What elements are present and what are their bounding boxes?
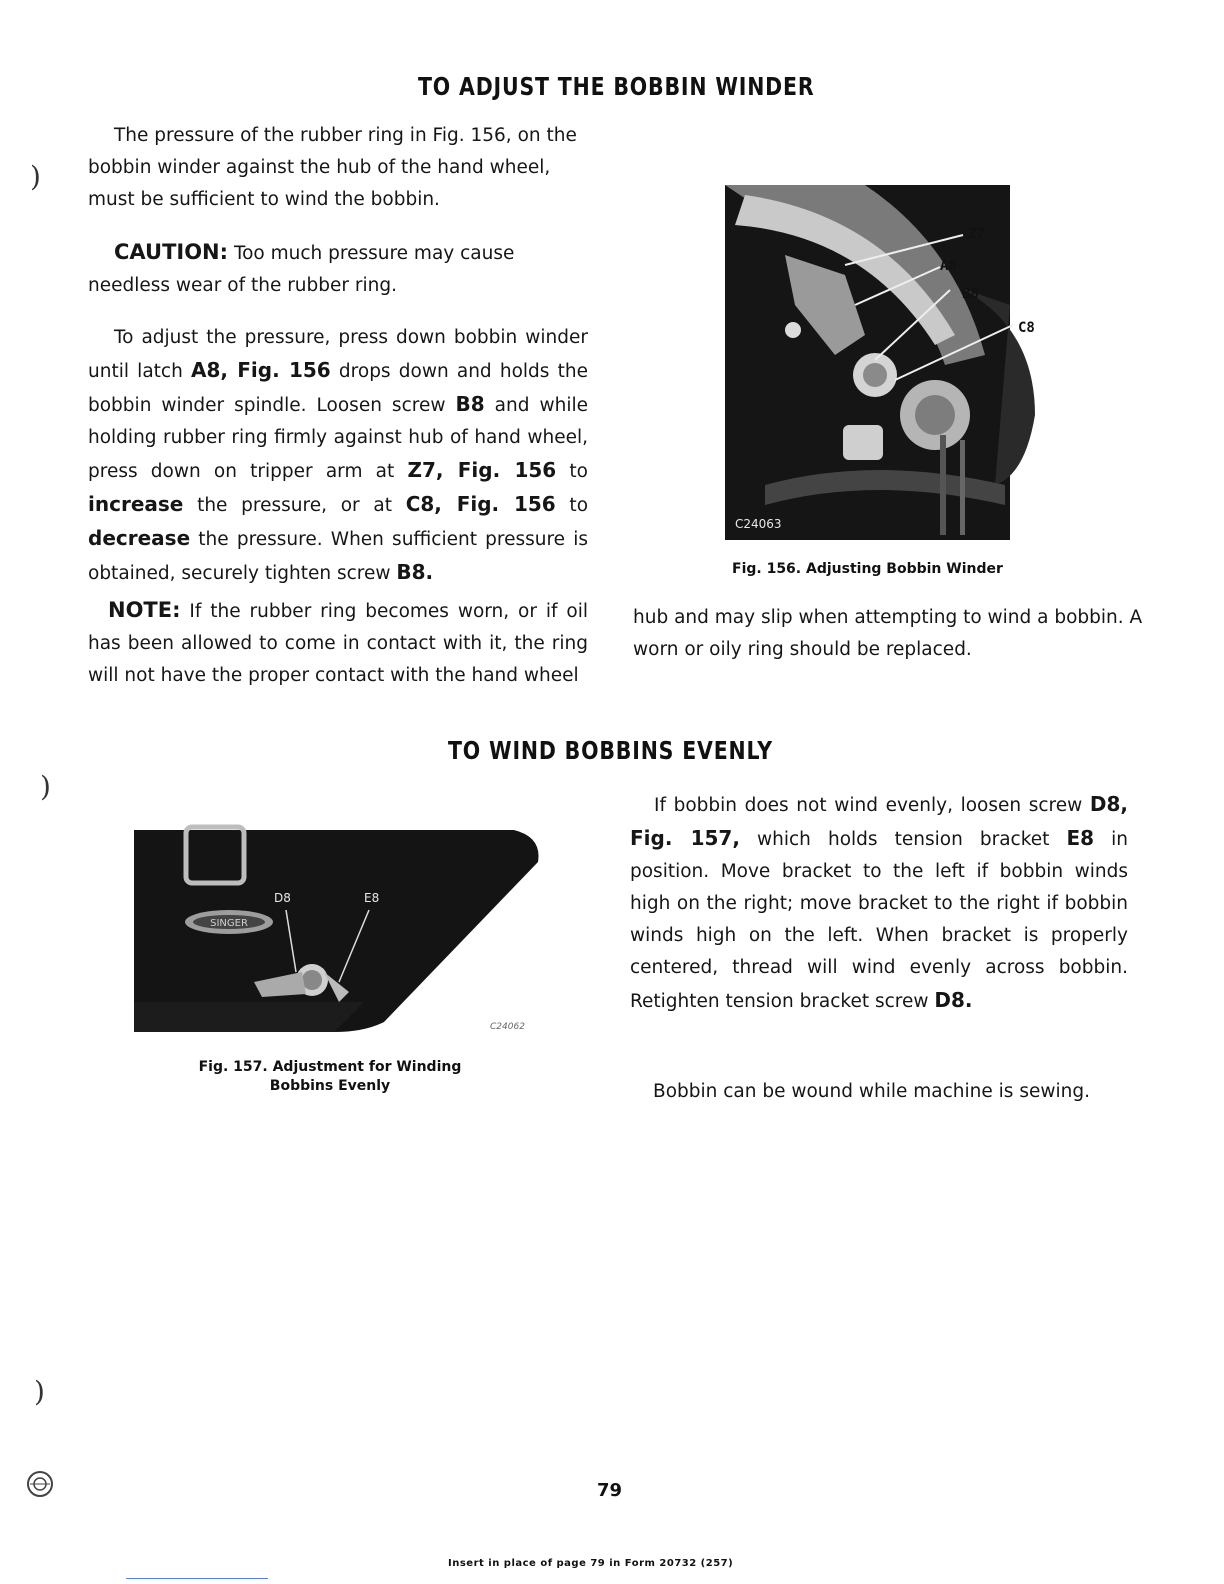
margin-mark: ) xyxy=(40,770,51,803)
margin-mark: ) xyxy=(34,1375,45,1408)
intro-paragraph xyxy=(88,120,588,216)
text-run: and while holding rubber ring firmly against hub of hand wheel, press down on tripper arm at xyxy=(88,395,588,482)
caution-paragraph xyxy=(88,236,588,302)
bold-ref: E8 xyxy=(1066,826,1095,850)
singer-logo xyxy=(26,1470,54,1498)
photo-id: C24062 xyxy=(490,1022,525,1032)
caution-text: Too much pressure may cause needless wear of the rubber ring. xyxy=(88,243,515,296)
text-run: the pressure, or at xyxy=(183,495,406,516)
intro-text: The pressure of the rubber ring in Fig. 156, on the bobbin winder against the hub of the hand wheel, must be sufficient to wind the bobbin. xyxy=(88,125,577,210)
text-run: to xyxy=(555,495,589,516)
photo-id: C24063 xyxy=(735,517,782,531)
figure-156-caption: Fig. 156. Adjusting Bobbin Winder xyxy=(732,561,1003,577)
bold-ref: Z7, Fig. 156 xyxy=(407,458,557,482)
bold-ref: decrease xyxy=(88,526,191,550)
text-run: drops down and holds the bobbin winder spindle. Loosen screw xyxy=(88,361,588,416)
bold-ref: Fig. 157, xyxy=(630,826,740,850)
instructions-paragraph xyxy=(88,322,588,590)
text-run: to xyxy=(556,461,589,482)
note-paragraph xyxy=(88,594,588,692)
figure-156 xyxy=(725,185,1055,545)
badge-text: SINGER xyxy=(210,918,248,929)
divider xyxy=(126,1578,268,1579)
text-run: in position. Move bracket to the left if bobbin winds high on the right; move bracket to the right if bobbin winds high on the left. When bracket is properly centered, thread will wind evenly across bobbin. Retighten tension bracket screw xyxy=(630,829,1128,1012)
text-run: which holds tension bracket xyxy=(739,829,1067,850)
bold-ref: increase xyxy=(88,492,184,516)
callout-a8: A8 xyxy=(940,258,957,274)
bold-ref: C8, Fig. 156 xyxy=(405,492,556,516)
callout-e8: E8 xyxy=(364,891,380,905)
figure-157-caption xyxy=(130,1058,530,1096)
logo-icon xyxy=(26,1470,54,1498)
caption-line: Bobbins Evenly xyxy=(269,1078,391,1094)
note-continuation xyxy=(633,602,1143,666)
caution-label: CAUTION: xyxy=(114,240,229,264)
callout-b8: B8 xyxy=(962,286,979,302)
wind-evenly-paragraph xyxy=(630,788,1128,1018)
bracket-photo xyxy=(134,822,544,1032)
caption-line: Fig. 157. Adjustment for Winding xyxy=(198,1059,462,1075)
page-number: 79 xyxy=(597,1480,623,1501)
text-run: To adjust the pressure, press down bobbin winder until latch xyxy=(88,327,588,382)
callout-c8: C8 xyxy=(1018,320,1035,336)
callout-d8: D8 xyxy=(274,891,291,905)
bobbin-winder-photo xyxy=(725,185,1055,545)
bold-ref: B8. xyxy=(396,560,434,584)
margin-mark: ) xyxy=(30,160,41,193)
note-continuation-text: hub and may slip when attempting to wind a bobbin. A worn or oily ring should be replaced. xyxy=(633,607,1143,660)
insert-note: Insert in place of page 79 in Form 20732 (257) xyxy=(448,1558,734,1569)
section-heading: TO ADJUST THE BOBBIN WINDER xyxy=(418,72,815,101)
note-label: NOTE: xyxy=(108,598,181,622)
text-run: the pressure. When sufficient pressure is obtained, securely tighten screw xyxy=(88,529,588,584)
figure-157 xyxy=(134,822,544,1032)
bold-ref: A8, Fig. 156 xyxy=(191,358,331,382)
note-text: If the rubber ring becomes worn, or if oil has been allowed to come in contact with it, the ring will not have the proper contact with the hand wheel xyxy=(88,601,588,686)
bold-ref: B8 xyxy=(455,392,485,416)
text-run: If bobbin does not wind evenly, loosen screw xyxy=(654,795,1090,816)
bold-ref: D8. xyxy=(934,988,973,1012)
sewing-note: Bobbin can be wound while machine is sewing. xyxy=(653,1081,1090,1102)
bold-ref: D8, xyxy=(1089,792,1128,816)
callout-z7: Z7 xyxy=(968,226,985,242)
section-heading: TO WIND BOBBINS EVENLY xyxy=(448,736,773,765)
